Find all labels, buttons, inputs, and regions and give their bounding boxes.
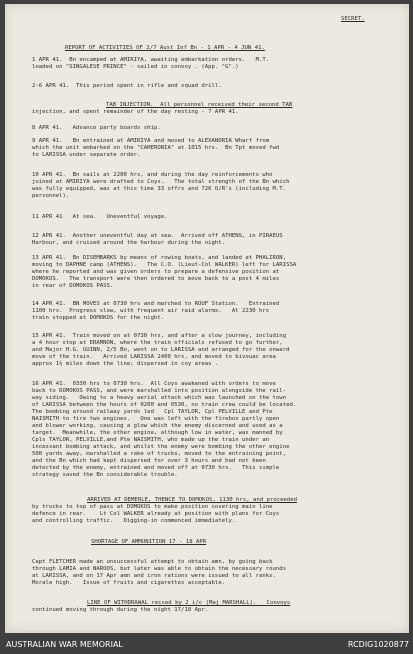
document-line: to LARISSA under separate order.: [32, 152, 141, 158]
document-line: detected by the enemy, entrained and moved off at 0730 hrs. This simple: [32, 465, 280, 471]
document-page: [5, 4, 409, 633]
document-line: 1 APR 41. Bn encamped at AMIRIYA, awaiting embarkation orders. M.T.: [32, 57, 270, 63]
document-line: target. Meanwhile, the other engine, although low in water, was manned by: [32, 430, 283, 436]
document-line: through LAMIA and NAROOS, but later was able to obtain the necessary rounds: [32, 566, 287, 572]
document-line: and Major H.G. GUINN, 2/5 Bn, went on to LARISSA and arranged for the onward: [32, 347, 290, 353]
document-line: LINE OF WITHDRAWAL recced by 2 i/c (Maj MARSHALL). Convoys: [87, 600, 291, 606]
document-line: 8 APR 41. Advance party boards ship.: [32, 125, 161, 131]
document-line: ARRIVED AT DEMERLE, THENCE TO DOMOKOS, 1130 hrs, and proceeded: [87, 497, 298, 503]
document-line: by trucks to top of pass at DOMOKOS to make position covering main line: [32, 504, 273, 510]
document-title: REPORT OF ACTIVITIES OF 2/7 Aust Inf Bn - 1 APR - 4 JUN 41.: [65, 45, 265, 51]
document-line: 2-6 APR 41. This period spent in rifle and squad drill.: [32, 83, 222, 89]
document-line: 13 APR 41. Bn DISEMBARKS by means of rowing boats, and landed at PHALIRON,: [32, 255, 287, 261]
document-body: [5, 4, 409, 633]
archive-name: AUSTRALIAN WAR MEMORIAL: [6, 640, 123, 649]
document-line: Morale high. Issue of fruits and cigarettes acceptable.: [32, 580, 226, 586]
document-line: Cpls TAYLOR, PELVILLE,and Pte NAISMITH, who made up the train under an: [32, 437, 270, 443]
document-line: and the Bn which had kept dispersed for over 3 hours and had not been: [32, 458, 266, 464]
document-line: continued moving through during the night 17/18 Apr.: [32, 607, 209, 613]
document-line: NAISMITH to fire two engines. One was left with the firebox partly open: [32, 416, 280, 422]
document-line: which the unit embarked on the "CAMERONIA" at 1015 hrs. Bn Tpt moved fwd: [32, 145, 280, 151]
document-line: defence in rear. Lt Col WALKER already at position with plans for Coys: [32, 511, 280, 517]
document-line: 11 APR 41 At sea. Uneventful voyage.: [32, 214, 168, 220]
document-line: joined at AMIRIYA were drafted to Coys. The total strength of the Bn which: [32, 179, 290, 185]
document-line: TAB INJECTION. All personnel received their second TAB: [106, 102, 293, 108]
document-line: moving to DAPHNE camp (ATHENS). The C.O. (Lieut-Col WALKER) left for LARISSA: [32, 262, 297, 268]
document-line: a 4 hour stop at ERAMNON, where the train officials refused to go further,: [32, 340, 283, 346]
document-line: train stopped at DOMOKOS for the night.: [32, 315, 165, 321]
document-line: personnel).: [32, 193, 70, 199]
document-line: 16 APR 41. 0330 hrs to 0730 hrs. All Coys awakened with orders to move: [32, 381, 276, 387]
document-line: 15 APR 41. Train moved on at 0730 hrs, and after a slow journey, including: [32, 333, 287, 339]
document-line: incessant bombing attack, and whilst the enemy were bombing the other engine: [32, 444, 290, 450]
document-line: 9 APR 41. Bn entrained at AMIRIYA and moved to ALEXANDRIA Wharf from: [32, 138, 270, 144]
document-line: SHORTAGE OF AMMUNITION 17 - 18 APR: [91, 539, 207, 545]
document-line: 14 APR 41. BN MOVES at 0730 hrs and marched to ROUF Station. Entrained: [32, 301, 280, 307]
document-line: 12 APR 41. Another uneventful day at sea. Arrived off ATHENS, in PIRAEUS: [32, 233, 283, 239]
document-line: Capt FLETCHER made an unsuccessful attempt to obtain amn, by going back: [32, 559, 273, 565]
document-line: The bombing around railway yards led Cpl TAYLOR, Cpl PELVILLE and Pte: [32, 409, 273, 415]
document-line: approx 1½ miles down the line; dispersed in coy areas .: [32, 361, 219, 367]
document-line: was fully equipped, was at this time 33 offrs and 726 O/R's (including M.T.: [32, 186, 287, 192]
document-line: of LARISSA between the hours of 0200 and 0530, no train crew could be located.: [32, 402, 297, 408]
document-line: move of the train. Arrived LARISSA 2400 hrs, and moved to bivouac area: [32, 354, 276, 360]
document-line: at LARISSA, and on 17 Apr amn and iron rations were issued to all ranks.: [32, 573, 276, 579]
document-line: loaded on "SINGALESE PRINCE" - sailed in convoy . (App. "G".): [32, 64, 239, 70]
document-line: DOMOKOS. The transport were then ordered to move back to a post 4 miles: [32, 276, 280, 282]
document-line: 500 yards away, marshalled a rake of trucks, moved to the entraining point,: [32, 451, 287, 457]
document-line: Harbour, and cruised around the harbour during the night.: [32, 240, 226, 246]
document-line: 10 APR 41. Bn sails at 2200 hrs, and during the day reinforcements who: [32, 172, 273, 178]
document-line: back to DOMOKOS PASS, and were marshalled into position alongside the rail-: [32, 388, 287, 394]
document-line: injection, and spent remainder of the day resting - 7 APR 41.: [32, 109, 239, 115]
document-line: in rear of DOMOKOS PASS.: [32, 283, 114, 289]
document-line: where he reported and was given orders to prepare a defensive position at: [32, 269, 280, 275]
classification-marking: SECRET.: [341, 16, 365, 22]
document-line: 1100 hrs. Progress slow, with frequent air raid alarms. At 2230 hrs: [32, 308, 270, 314]
document-line: way siding. Owing to a heavy aerial attack which was launched on the town: [32, 395, 287, 401]
document-line: and blower working, causing a glow which the enemy discerned and used as a: [32, 423, 283, 429]
document-line: strategy saved the Bn considerable trouble.: [32, 472, 178, 478]
archive-reference-id: RCDIG1020877: [347, 640, 409, 649]
document-line: and controlling traffic. Digging-in commenced immediately.: [32, 518, 236, 524]
archive-footer: [0, 635, 413, 654]
